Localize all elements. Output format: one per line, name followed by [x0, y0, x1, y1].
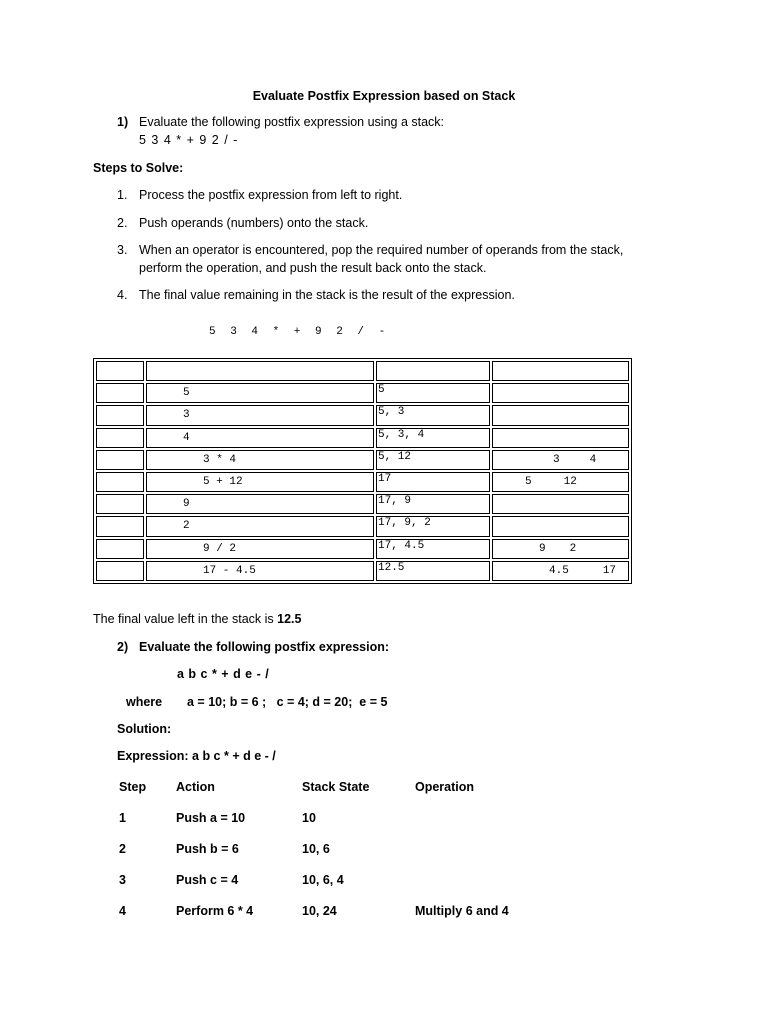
table-cell-symbol: 4: [146, 428, 374, 448]
table-cell: 10: [302, 811, 316, 825]
table-cell-symbol: 9: [146, 494, 374, 514]
table-cell-stack: 5, 3: [376, 405, 490, 425]
table-cell-stack: 12.5: [376, 561, 490, 581]
final-value: 12.5: [277, 612, 302, 626]
column-header-step: Step: [119, 780, 147, 794]
step-number: 4.: [117, 288, 128, 302]
table-cell-symbol: 3 * 4: [146, 450, 374, 470]
table-cell-pop2: 4: [589, 453, 597, 466]
step-text: Push operands (numbers) onto the stack.: [139, 216, 369, 230]
evaluation-table: [93, 358, 632, 584]
q1-text: Evaluate the following postfix expression using a stack:: [139, 115, 445, 129]
table-cell: 2: [119, 842, 126, 856]
q2-expression: a b c * + d e - /: [177, 667, 270, 681]
table-cell-stack: 17, 9: [376, 494, 490, 514]
step-number: 2.: [117, 216, 128, 230]
q2-number: 2): [117, 640, 129, 654]
table-cell: [376, 361, 490, 381]
table-cell-stack: 17, 9, 2: [376, 516, 490, 536]
table-cell-pop1: 4.5: [549, 564, 569, 577]
table-row: [96, 494, 629, 514]
table-cell: [492, 361, 629, 381]
table-cell: Push b = 6: [176, 842, 239, 856]
table-row: [96, 472, 629, 492]
table-cell: [96, 361, 144, 381]
table-cell-symbol: 17 - 4.5: [146, 561, 374, 581]
step-number: 1.: [117, 188, 128, 202]
table-cell-symbol: 2: [146, 516, 374, 536]
table-cell-pop2: 12: [563, 476, 577, 489]
table-cell: [146, 361, 374, 381]
where-values: a = 10; b = 6 ; c = 4; d = 20; e = 5: [187, 695, 388, 709]
table-cell-symbol: 5 + 12: [146, 472, 374, 492]
final-value-text: The final value left in the stack is: [93, 612, 278, 626]
table-cell: Push c = 4: [176, 873, 239, 887]
q2-text: Evaluate the following postfix expression:: [139, 640, 390, 654]
where-label: where: [126, 695, 163, 709]
expression-line: Expression: a b c * + d e - /: [117, 749, 276, 763]
table-cell-stack: 5: [376, 383, 490, 403]
solution-label: Solution:: [117, 722, 172, 736]
table-cell-stack: 5, 12: [376, 450, 490, 470]
table-row: [96, 383, 629, 403]
table-cell: 10, 6, 4: [302, 873, 344, 887]
table-cell: 4: [119, 904, 126, 918]
table-cell-pop2: 17: [602, 564, 617, 577]
step-text: When an operator is encountered, pop the required number of operands from the stack,: [139, 243, 624, 257]
column-header-action: Action: [176, 780, 215, 794]
table-row: [96, 450, 629, 470]
final-value-line: [93, 612, 301, 626]
table-row: [96, 561, 629, 581]
table-cell-pop2: 2: [569, 542, 577, 555]
step-number: 3.: [117, 243, 128, 257]
table-row: [96, 428, 629, 448]
column-header-stack-state: Stack State: [302, 780, 370, 794]
column-header-operation: Operation: [415, 780, 475, 794]
table-cell-pop1: 3: [553, 453, 560, 466]
expression-spaced: 5 3 4 * + 9 2 / -: [209, 326, 390, 338]
table-cell: 10, 24: [302, 904, 337, 918]
table-cell-pop1: 5: [525, 476, 532, 489]
table-cell-symbol: 9 / 2: [146, 539, 374, 559]
table-cell-pop1: 9: [539, 542, 546, 555]
q1-expression: 5 3 4 * + 9 2 / -: [139, 133, 239, 147]
step-text: The final value remaining in the stack is the result of the expression.: [139, 288, 515, 302]
table-cell-symbol: 3: [146, 405, 374, 425]
table-cell: 3: [119, 873, 126, 887]
table-cell-symbol: 5: [146, 383, 374, 403]
table-cell-stack: 5, 3, 4: [376, 428, 490, 448]
table-cell: Multiply 6 and 4: [415, 904, 509, 918]
table-cell: Push a = 10: [176, 811, 246, 825]
table-cell-stack: 17: [376, 472, 490, 492]
table-header-row: [96, 361, 629, 381]
table-row: [96, 405, 629, 425]
table-row: [96, 539, 629, 559]
page-title: Evaluate Postfix Expression based on Stack: [252, 89, 516, 103]
table-cell: 10, 6: [302, 842, 330, 856]
table-cell: 1: [119, 811, 126, 825]
table-cell: Perform 6 * 4: [176, 904, 254, 918]
table-row: [96, 516, 629, 536]
table-cell-stack: 17, 4.5: [376, 539, 490, 559]
step-text-continued: perform the operation, and push the result back onto the stack.: [139, 261, 487, 275]
q1-number: 1): [117, 115, 129, 129]
steps-heading: Steps to Solve:: [93, 161, 184, 175]
step-text: Process the postfix expression from left to right.: [139, 188, 403, 202]
